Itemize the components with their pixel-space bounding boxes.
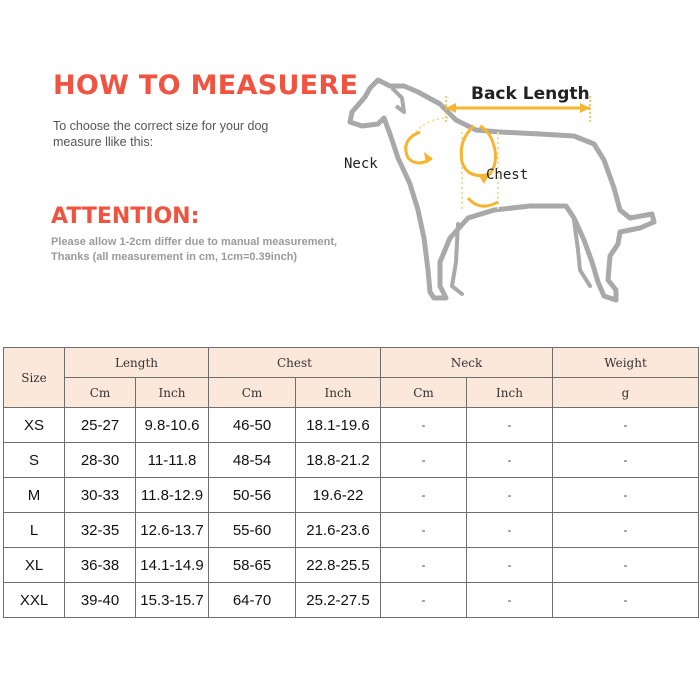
table-cell: -	[381, 548, 467, 583]
table-cell: 46-50	[209, 408, 296, 443]
neck-group-header: Neck	[381, 348, 553, 378]
table-cell: 48-54	[209, 443, 296, 478]
dog-measurement-diagram	[330, 70, 670, 320]
table-cell: -	[467, 478, 553, 513]
table-cell: -	[467, 408, 553, 443]
table-cell: 64-70	[209, 583, 296, 618]
note-line: Thanks (all measurement in cm, 1cm=0.39inch)	[51, 251, 298, 263]
size-chart-table	[3, 347, 699, 618]
table-row	[4, 583, 699, 618]
table-cell: 11-11.8	[136, 443, 209, 478]
table-cell: -	[381, 408, 467, 443]
size-cell: XL	[4, 548, 65, 583]
unit-row	[4, 378, 699, 408]
unit-header: Inch	[467, 378, 553, 408]
table-cell: -	[553, 443, 699, 478]
table-cell: 15.3-15.7	[136, 583, 209, 618]
unit-header: Cm	[65, 378, 136, 408]
chest-group-header: Chest	[209, 348, 381, 378]
table-row	[4, 408, 699, 443]
length-group-header: Length	[65, 348, 209, 378]
table-cell: -	[553, 513, 699, 548]
table-cell: 14.1-14.9	[136, 548, 209, 583]
neck-ring-arrow	[406, 132, 432, 164]
table-cell: 50-56	[209, 478, 296, 513]
table-cell: 36-38	[65, 548, 136, 583]
table-cell: -	[467, 548, 553, 583]
unit-header: Cm	[381, 378, 467, 408]
table-cell: -	[381, 478, 467, 513]
unit-header: Inch	[296, 378, 381, 408]
size-cell: L	[4, 513, 65, 548]
table-cell: -	[553, 478, 699, 513]
table-cell: 9.8-10.6	[136, 408, 209, 443]
unit-header: Inch	[136, 378, 209, 408]
unit-header: Cm	[209, 378, 296, 408]
note-line: Please allow 1-2cm differ due to manual measurement,	[51, 236, 338, 248]
intro-text	[53, 118, 268, 150]
table-cell: -	[381, 443, 467, 478]
table-cell: -	[553, 583, 699, 618]
table-cell: 22.8-25.5	[296, 548, 381, 583]
attention-title: ATTENTION:	[51, 204, 200, 229]
size-column-header: Size	[4, 348, 65, 408]
back-length-label: Back Length	[471, 84, 590, 104]
unit-header: g	[553, 378, 699, 408]
table-cell: -	[467, 513, 553, 548]
attention-note	[51, 235, 337, 265]
intro-line: measure llike this:	[53, 135, 154, 149]
table-cell: 55-60	[209, 513, 296, 548]
table-cell: 58-65	[209, 548, 296, 583]
table-cell: 21.6-23.6	[296, 513, 381, 548]
table-row	[4, 443, 699, 478]
size-cell: M	[4, 478, 65, 513]
dog-ear	[392, 88, 404, 112]
table-cell: -	[553, 408, 699, 443]
chest-label: Chest	[486, 167, 529, 183]
size-cell: XS	[4, 408, 65, 443]
intro-line: To choose the correct size for your dog	[53, 119, 269, 133]
table-cell: 25-27	[65, 408, 136, 443]
neck-guide	[404, 118, 448, 148]
table-cell: -	[381, 583, 467, 618]
dog-outline	[350, 80, 654, 300]
table-cell: 12.6-13.7	[136, 513, 209, 548]
neck-label: Neck	[344, 156, 378, 172]
table-cell: 25.2-27.5	[296, 583, 381, 618]
table-cell: 18.1-19.6	[296, 408, 381, 443]
size-cell: S	[4, 443, 65, 478]
size-rows	[4, 408, 699, 618]
header-row	[4, 348, 699, 378]
weight-group-header: Weight	[553, 348, 699, 378]
page-title: HOW TO MEASUERE	[53, 70, 359, 101]
table-cell: 28-30	[65, 443, 136, 478]
table-cell: 11.8-12.9	[136, 478, 209, 513]
table-cell: 39-40	[65, 583, 136, 618]
table-cell: -	[467, 583, 553, 618]
table-row	[4, 548, 699, 583]
table-row	[4, 513, 699, 548]
table-cell: -	[553, 548, 699, 583]
table-cell: -	[381, 513, 467, 548]
size-cell: XXL	[4, 583, 65, 618]
table-cell: 30-33	[65, 478, 136, 513]
table-cell: 32-35	[65, 513, 136, 548]
table-cell: 18.8-21.2	[296, 443, 381, 478]
table-cell: -	[467, 443, 553, 478]
table-cell: 19.6-22	[296, 478, 381, 513]
table-row	[4, 478, 699, 513]
